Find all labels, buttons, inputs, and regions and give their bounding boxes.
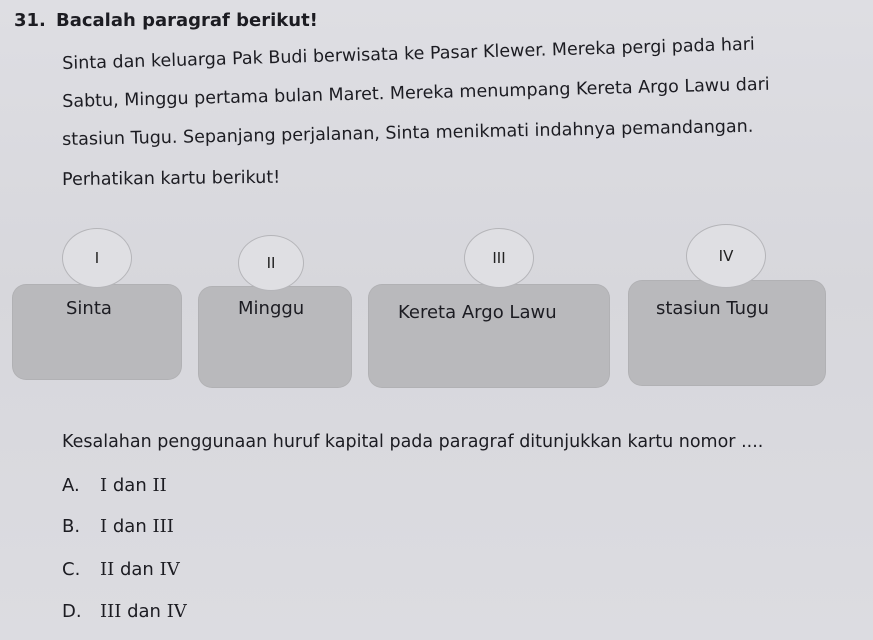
option-letter: D. [62, 601, 82, 622]
option-mid: dan [119, 559, 154, 580]
option-c[interactable] [62, 559, 180, 580]
option-letter: A. [62, 475, 80, 496]
option-d[interactable] [62, 601, 187, 622]
option-a[interactable] [62, 475, 167, 496]
option-last: IV [166, 601, 187, 622]
card-3-numeral: III [464, 228, 534, 288]
option-b[interactable] [62, 516, 174, 537]
option-first: II [100, 559, 115, 580]
option-letter: C. [62, 559, 81, 580]
option-first: III [100, 601, 122, 622]
option-last: IV [159, 559, 180, 580]
option-letter: B. [62, 516, 81, 537]
card-3 [368, 284, 610, 388]
paragraph-line-3: stasiun Tugu. Sepanjang perjalanan, Sinta menikmati indahnya pemandangan. [62, 116, 754, 150]
card-2-numeral: II [238, 235, 304, 291]
option-mid: dan [112, 475, 147, 496]
option-last: II [152, 475, 167, 496]
card-3-word: Kereta Argo Lawu [398, 302, 557, 323]
card-4-word: stasiun Tugu [656, 298, 769, 319]
paragraph-line-1: Sinta dan keluarga Pak Budi berwisata ke Pasar Klewer. Mereka pergi pada hari [62, 34, 756, 74]
option-mid: dan [112, 516, 147, 537]
option-first: I [100, 516, 108, 537]
question-number: 31. [14, 10, 46, 31]
card-1-word: Sinta [66, 298, 112, 319]
card-4-numeral: IV [686, 224, 766, 288]
card-4 [628, 280, 826, 386]
instruction-line: Perhatikan kartu berikut! [62, 167, 281, 190]
option-mid: dan [127, 601, 161, 622]
card-2-word: Minggu [238, 298, 305, 319]
option-first: I [100, 475, 108, 496]
question-title: Bacalah paragraf berikut! [56, 10, 318, 31]
paragraph-line-2: Sabtu, Minggu pertama bulan Maret. Mereka menumpang Kereta Argo Lawu dari [62, 74, 770, 112]
card-1-numeral: I [62, 228, 132, 288]
option-last: III [152, 516, 174, 537]
question-prompt: Kesalahan penggunaan huruf kapital pada paragraf ditunjukkan kartu nomor .... [62, 432, 764, 452]
